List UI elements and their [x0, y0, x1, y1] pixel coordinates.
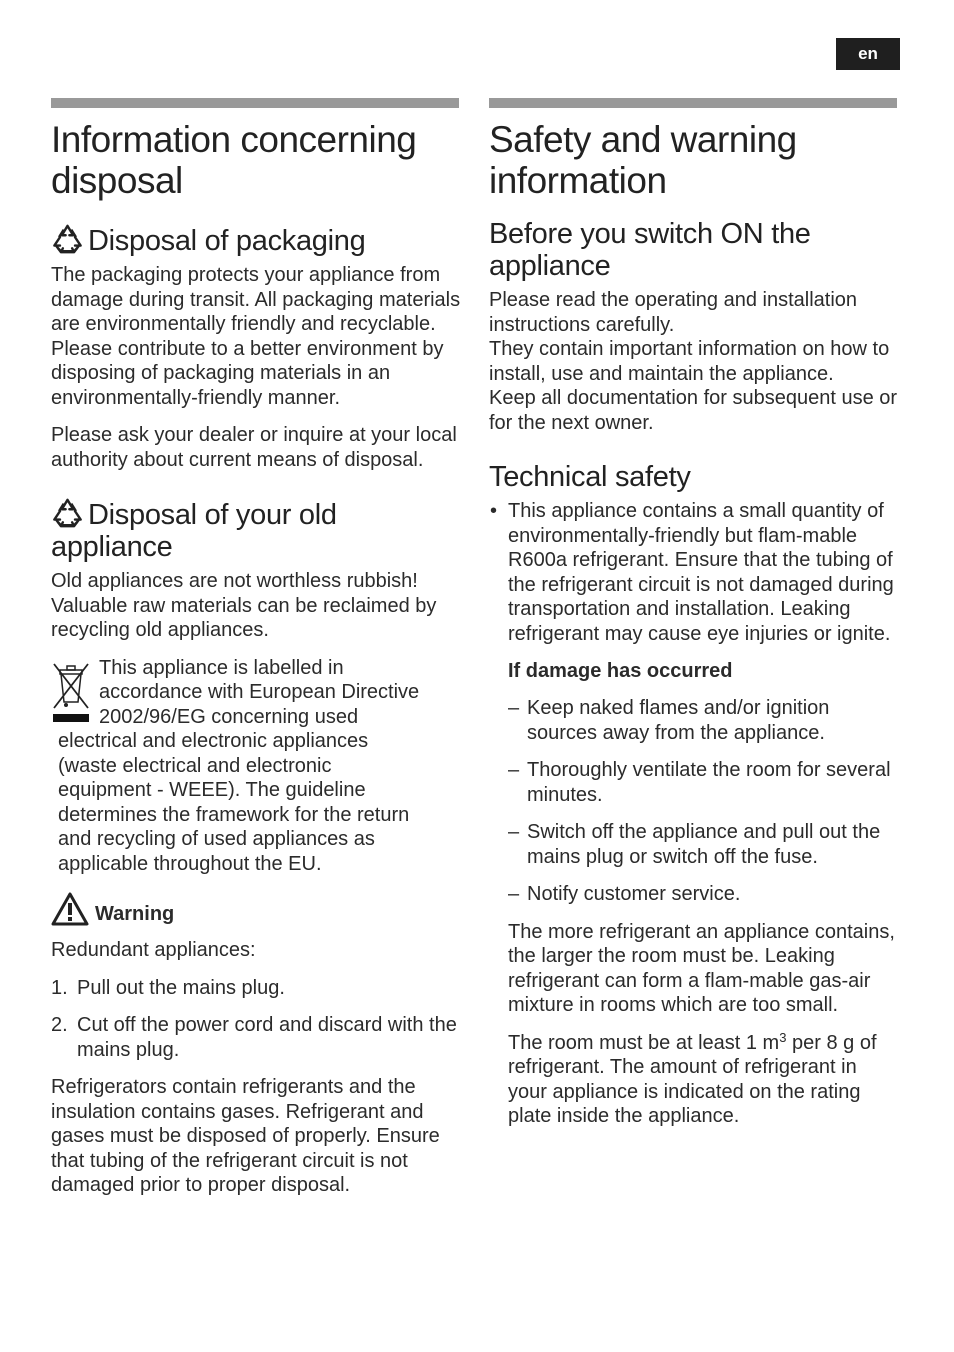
- warning-triangle-icon: [51, 892, 89, 926]
- recycle-icon: [51, 224, 84, 254]
- weee-line: and recycling of used appliances as: [58, 828, 375, 850]
- room-size-paragraph: [508, 1031, 899, 1129]
- old-appliance-heading: [51, 498, 464, 563]
- old-appliance-paragraph: Old appliances are not worthless rubbish! Valuable raw materials can be reclaimed by recycling old appliances.: [51, 570, 437, 641]
- packaging-paragraph-1: The packaging protects your appliance from damage during transit. All packaging materials are environmentally friendly and recyclable. Please contribute to a better environment by disposing of packaging materials in an environmentally-friendly manner.: [51, 264, 461, 409]
- before-line: They contain important information on how to install, use and maintain the appliance.: [489, 338, 890, 385]
- safety-title: Safety and warning information: [489, 119, 797, 201]
- warning-label: Warning: [95, 903, 175, 925]
- technical-bullet-text: This appliance contains a small quantity of environmentally-friendly but flam-mable R600a refrigerant. Ensure that the tubing of the refrigerant circuit is not damaged during transportation and installation. Leaking refrigerant may cause eye injuries or ignite.: [508, 500, 894, 645]
- dash-text: Thoroughly ventilate the room for several minutes.: [527, 759, 891, 806]
- weee-line: electrical and electronic appliances: [58, 730, 369, 752]
- damage-subheading: If damage has occurred: [508, 660, 733, 682]
- room-size-text-end: per 8 g of refrigerant. The amount of refrigerant in your appliance is indicated on the rating plate inside the appliance.: [508, 1031, 877, 1127]
- damage-section: [489, 659, 899, 1129]
- section-divider-bar: [489, 98, 897, 108]
- dash-icon: –: [508, 821, 520, 843]
- language-tag: en: [836, 38, 900, 70]
- recycle-icon: [51, 498, 84, 528]
- dash-text: Keep naked flames and/or ignition sources away from the appliance.: [527, 697, 830, 744]
- list-item: [489, 499, 899, 646]
- warning-heading: [51, 892, 464, 926]
- old-appliance-heading-text: Disposal of your old appliance: [51, 499, 337, 563]
- weee-line: (waste electrical and electronic: [58, 754, 332, 777]
- packaging-heading: [51, 224, 464, 257]
- disposal-title: Information concerning disposal: [51, 119, 417, 201]
- list-item: [508, 758, 899, 807]
- superscript: 3: [779, 1029, 787, 1045]
- step-text: Cut off the power cord and discard with the mains plug.: [77, 1014, 457, 1061]
- room-size-text: The room must be at least 1 m: [508, 1031, 780, 1054]
- refrigerant-room-paragraph: The more refrigerant an appliance contains, the larger the room must be. Leaking refrigerant can form a flam-mable gas-air mixture in rooms which are too small.: [508, 920, 895, 1016]
- dash-text: Switch off the appliance and pull out the mains plug or switch off the fuse.: [527, 821, 881, 868]
- step-number: 2.: [51, 1014, 68, 1036]
- weee-line: determines the framework for the return: [58, 803, 410, 826]
- packaging-paragraph-2: Please ask your dealer or inquire at your local authority about current means of disposal.: [51, 424, 457, 471]
- weee-notice: [51, 656, 464, 877]
- before-switch-on-heading: Before you switch ON the appliance: [489, 218, 811, 282]
- step-number: 1.: [51, 976, 68, 999]
- weee-line: accordance with European Directive: [99, 681, 420, 703]
- list-item: [508, 882, 899, 907]
- weee-line: 2002/96/EG concerning used: [99, 705, 359, 728]
- weee-line: applicable throughout the EU.: [58, 852, 322, 875]
- list-item: [508, 696, 899, 745]
- list-item: [51, 1013, 464, 1062]
- technical-safety-heading: Technical safety: [489, 461, 691, 493]
- warning-intro: Redundant appliances:: [51, 939, 256, 961]
- bullet-icon: •: [490, 500, 498, 522]
- disposal-column: [51, 98, 464, 1211]
- safety-column: [489, 98, 899, 1142]
- list-item: [51, 976, 464, 1001]
- step-text: Pull out the mains plug.: [77, 976, 285, 999]
- dash-icon: –: [508, 697, 520, 719]
- weee-line: This appliance is labelled in: [99, 656, 344, 679]
- weee-line: equipment - WEEE). The guideline: [58, 779, 366, 801]
- dash-text: Notify customer service.: [527, 883, 741, 905]
- crossed-bin-icon: [51, 660, 91, 726]
- section-divider-bar: [51, 98, 459, 108]
- dash-icon: –: [508, 759, 520, 781]
- before-line: Keep all documentation for subsequent use or for the next owner.: [489, 387, 898, 434]
- refrigerant-disposal-paragraph: Refrigerators contain refrigerants and the insulation contains gases. Refrigerant and gases must be disposed of properly. Ensure that tubing of the refrigerant circuit is not damaged prior to proper disposal.: [51, 1076, 440, 1196]
- packaging-heading-text: Disposal of packaging: [88, 225, 366, 257]
- disposal-steps: [51, 976, 464, 1063]
- dash-icon: –: [508, 883, 520, 905]
- list-item: [508, 820, 899, 869]
- before-line: Please read the operating and installation instructions carefully.: [489, 289, 858, 336]
